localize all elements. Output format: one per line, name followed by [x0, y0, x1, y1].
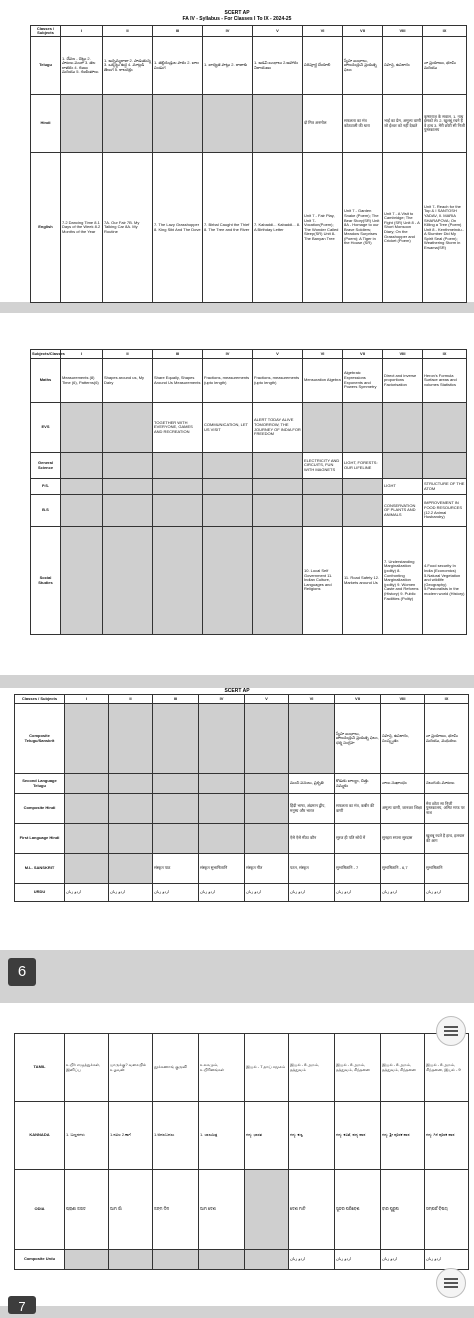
- subject-cell: Composite Telugu/Sanskrit: [15, 704, 65, 774]
- syllabus-cell: [245, 774, 289, 794]
- syllabus-cell: 1. తల్లిదండ్రుల పాఠం 2. బాల పండుగ: [153, 37, 203, 95]
- syllabus-cell: 7. Birbal Caught the Thief 8. The Tree and the River: [203, 153, 253, 303]
- syllabus-cell: [61, 495, 103, 527]
- syllabus-cell: ଆମ ଦେଶ: [199, 1170, 245, 1250]
- syllabus-cell: [303, 479, 343, 495]
- column-header: V: [245, 695, 289, 704]
- syllabus-cell: [109, 854, 153, 884]
- syllabus-cell: [203, 479, 253, 495]
- syllabus-cell: [423, 453, 467, 479]
- syllabus-cell: [153, 794, 199, 824]
- syllabus-cell: IMPROVEMENT IN FOOD RESOURCES (12.2 Animal Husbandry): [423, 495, 467, 527]
- column-header: IX: [425, 695, 469, 704]
- syllabus-cell: 7. The Lazy Grasshopper 8. King Sibi And The Dove: [153, 153, 203, 303]
- column-header: IV: [199, 695, 245, 704]
- subject-cell: B.S: [31, 495, 61, 527]
- syllabus-cell: CONSERVATION OF PLANTS AND ANIMALS: [383, 495, 423, 527]
- syllabus-cell: [343, 495, 383, 527]
- syllabus-cell: [109, 704, 153, 774]
- column-header: VI: [303, 26, 343, 37]
- syllabus-cell: [199, 794, 245, 824]
- syllabus-cell: இயல் - 8 அறம், தத்துவம்: [289, 1034, 335, 1102]
- menu-icon-line: [444, 1286, 458, 1288]
- syllabus-cell: [253, 527, 303, 635]
- syllabus-cell: [65, 1250, 109, 1270]
- table-row: [31, 479, 467, 495]
- syllabus-cell: [253, 495, 303, 527]
- syllabus-cell: सफलता का मंत्र, कबीर की वाणी: [335, 794, 381, 824]
- syllabus-table-3: [14, 694, 469, 902]
- syllabus-cell: ଜନ୍ମ ଦିନ: [153, 1170, 199, 1250]
- subject-cell: English: [31, 153, 61, 303]
- syllabus-cell: [61, 95, 103, 153]
- syllabus-cell: [103, 495, 153, 527]
- syllabus-cell: 7. Kabaddi... Kabaddi... 8. A Birthday Letter: [253, 153, 303, 303]
- syllabus-cell: [343, 479, 383, 495]
- syllabus-cell: [245, 1170, 289, 1250]
- syllabus-cell: [253, 479, 303, 495]
- syllabus-cell: ପ୍ରାଣୀ ଜଗତ: [65, 1170, 109, 1250]
- syllabus-cell: सुभाषितानि - 6,7: [381, 854, 425, 884]
- syllabus-cell: اردو زبان: [335, 1250, 381, 1270]
- syllabus-cell: 7A. Our Fair 7B. My Talking Car 8A. My Routine: [103, 153, 153, 303]
- syllabus-cell: సహన్త, ఉపకారం: [383, 37, 423, 95]
- column-header: I: [61, 26, 103, 37]
- table-row: [31, 37, 467, 95]
- syllabus-cell: [245, 1250, 289, 1270]
- column-header: IX: [423, 350, 467, 359]
- syllabus-cell: [103, 95, 153, 153]
- syllabus-cell: संस्कृत सुभाषितानि: [199, 854, 245, 884]
- syllabus-cell: [153, 824, 199, 854]
- syllabus-cell: ಗದ್ಯ: ಕವಿತೆ, ಪದ್ಯ ಪಾಠ: [335, 1102, 381, 1170]
- syllabus-cell: اردو زبان: [425, 1250, 469, 1270]
- syllabus-cell: LIGHT: [383, 479, 423, 495]
- syllabus-cell: [199, 704, 245, 774]
- syllabus-cell: [245, 704, 289, 774]
- syllabus-cell: మంచి పనులు, ప్రకృతి: [289, 774, 335, 794]
- syllabus-cell: اردو زبان: [381, 1250, 425, 1270]
- syllabus-cell: Heron's Formula Surface areas and volumes Statistics: [423, 359, 467, 403]
- syllabus-cell: [303, 495, 343, 527]
- syllabus-cell: [203, 453, 253, 479]
- syllabus-cell: [303, 403, 343, 453]
- syllabus-cell: ಗದ್ಯ: ಗಿಳಿ ಪೂರಕ ಪಾಠ: [425, 1102, 469, 1170]
- syllabus-cell: ବୀର ପୁରୁଷ: [381, 1170, 425, 1250]
- syllabus-cell: 11. Road Safety 12. Markets around Us: [343, 527, 383, 635]
- syllabus-cell: உலகமும், உயிரினங்கள்: [199, 1034, 245, 1102]
- subject-cell: P.S.: [31, 479, 61, 495]
- syllabus-cell: [109, 774, 153, 794]
- syllabus-cell: ಗದ್ಯ: ಕಣ್ವ: [289, 1102, 335, 1170]
- syllabus-cell: [109, 824, 153, 854]
- syllabus-cell: [103, 527, 153, 635]
- page-number-badge: 7: [8, 1296, 36, 1314]
- subject-cell: Composite Urdu: [15, 1250, 65, 1270]
- syllabus-cell: STRUCTURE OF THE ATOM: [423, 479, 467, 495]
- syllabus-cell: [109, 1250, 153, 1270]
- syllabus-cell: இயல் - 8 அறம், சிந்தனை, இயல் - 9: [425, 1034, 469, 1102]
- subject-cell: Telugu: [31, 37, 61, 95]
- syllabus-cell: స్నేహ బంధాలు, బాలచంద్రుని ప్రయత్న ఫలం: [343, 37, 383, 95]
- syllabus-cell: खुशबू रचते है हाथ, हलचल की आग: [425, 824, 469, 854]
- syllabus-page-1: [0, 0, 474, 302]
- column-header: IV: [203, 350, 253, 359]
- syllabus-cell: सुभाषितानि - 7: [335, 854, 381, 884]
- syllabus-cell: [199, 824, 245, 854]
- syllabus-cell: ALERT TODAY ALIVE TOMORROW, THE JOURNEY OF INDIA FOR FREEDOM: [253, 403, 303, 453]
- column-header: VII: [343, 26, 383, 37]
- syllabus-cell: இயல் - 8 அறம், தத்துவம், சிந்தனை: [381, 1034, 425, 1102]
- syllabus-cell: 1.ಅದಲಬದಲು: [153, 1102, 199, 1170]
- syllabus-cell: సహన్త, ఉపకారం, సంస్కృతం: [381, 704, 425, 774]
- syllabus-cell: ସୁନ୍ଦର ପରିବେଶ: [335, 1170, 381, 1250]
- syllabus-cell: யாருக்கு? வகையில் உழவன்: [109, 1034, 153, 1102]
- column-header: III: [153, 350, 203, 359]
- column-header: Classes / Subjects: [31, 26, 61, 37]
- syllabus-cell: اردو زبان: [289, 884, 335, 902]
- syllabus-cell: اردو زبان: [199, 884, 245, 902]
- syllabus-cell: 1. బాధ్యత పాట్లు 2. రాజాకు: [203, 37, 253, 95]
- column-header: VIII: [383, 350, 423, 359]
- syllabus-cell: [103, 403, 153, 453]
- syllabus-page-2: [0, 313, 474, 675]
- column-header: Subjects/Classes: [31, 350, 61, 359]
- syllabus-cell: 4.Food security In India (Economics) 5.Natural Vegetation and wildlife (Geography) 5.Pastoralists in the modern world (History): [423, 527, 467, 635]
- syllabus-cell: TOGETHER WITH EVERYONE, GAMES AND RECREATION: [153, 403, 203, 453]
- syllabus-cell: LIGHT, FORESTS: OUR LIFELINE: [343, 453, 383, 479]
- syllabus-cell: ಗದ್ಯ: ಶ್ರೀ ಪೂರಕ ಪಾಠ: [381, 1102, 425, 1170]
- syllabus-cell: [423, 403, 467, 453]
- subject-cell: KANNADA: [15, 1102, 65, 1170]
- table-row: [31, 359, 467, 403]
- syllabus-cell: Unit 7 - Garden Snake (Poem); The Bear Story(SR) Unit 8A - Homage to our Brave Soldiers; Meadow Surprises (Poem); A Tiger in the House (SR): [343, 153, 383, 303]
- syllabus-cell: 7.2 Dancing Time 8.1 Days of the Week 8.2 Months of the Year: [61, 153, 103, 303]
- syllabus-cell: [61, 479, 103, 495]
- syllabus-cell: ಗದ್ಯ: ಭಾರತ: [245, 1102, 289, 1170]
- column-header: IX: [423, 26, 467, 37]
- syllabus-cell: सुनहरा सपना सुरदास: [381, 824, 425, 854]
- syllabus-cell: 10. Local Self Government 11. Indian Culture, Languages and Religions: [303, 527, 343, 635]
- subject-cell: Social Studies: [31, 527, 61, 635]
- syllabus-cell: संस्कृत पाठ: [153, 854, 199, 884]
- syllabus-cell: [203, 527, 253, 635]
- syllabus-cell: [199, 1250, 245, 1270]
- syllabus-cell: నాలు సుఖాంధం: [381, 774, 425, 794]
- table-row: [31, 153, 467, 303]
- syllabus-cell: पठन, संस्कृत: [289, 854, 335, 884]
- syllabus-cell: [383, 403, 423, 453]
- syllabus-cell: இயல் - 8 அறம், தத்துவம், சிந்தனை: [335, 1034, 381, 1102]
- column-header: III: [153, 695, 199, 704]
- syllabus-cell: உயிர் எழுத்துக்கள், இனிப்பு: [65, 1034, 109, 1102]
- table-row: [15, 1250, 469, 1270]
- subject-cell: M.L. SANSKRIT: [15, 854, 65, 884]
- page-title: SCERT AP: [224, 688, 250, 694]
- syllabus-cell: COMMUNICATION, LET US VISIT: [203, 403, 253, 453]
- table-row: [31, 403, 467, 453]
- syllabus-cell: [245, 824, 289, 854]
- subject-cell: Maths: [31, 359, 61, 403]
- syllabus-cell: నా ప్రయాణం, భూమి మరియు: [423, 37, 467, 95]
- syllabus-cell: [109, 794, 153, 824]
- syllabus-page-3: [0, 688, 474, 950]
- table-row: [15, 854, 469, 884]
- syllabus-cell: [253, 95, 303, 153]
- syllabus-cell: Fractions, measurements (upto length): [203, 359, 253, 403]
- subject-cell: General Science: [31, 453, 61, 479]
- syllabus-cell: [153, 774, 199, 794]
- syllabus-cell: 1. చేపల - చెట్టు 2. పాటలు పంచా 3. తల రాతరం 4. గుణం మరియు 5. గుణింతాలు: [61, 37, 103, 95]
- column-header: III: [153, 26, 203, 37]
- column-header: I: [61, 350, 103, 359]
- syllabus-table-2: [30, 349, 467, 635]
- syllabus-cell: [65, 774, 109, 794]
- syllabus-cell: सुभाषितानि: [425, 854, 469, 884]
- syllabus-table-1: [30, 25, 467, 303]
- syllabus-cell: [245, 794, 289, 824]
- syllabus-cell: اردو زبان: [381, 884, 425, 902]
- syllabus-cell: [203, 495, 253, 527]
- page-title: SCERT AP: [224, 10, 250, 16]
- column-header: Classes / Subjects: [15, 695, 65, 704]
- syllabus-table-4: [14, 1033, 469, 1270]
- syllabus-cell: [153, 95, 203, 153]
- table-row: [15, 884, 469, 902]
- syllabus-cell: सूरज ही पति सोचें में: [335, 824, 381, 854]
- syllabus-cell: [199, 774, 245, 794]
- column-header: VIII: [383, 26, 423, 37]
- column-header: IV: [203, 26, 253, 37]
- syllabus-cell: اردو زبان: [289, 1250, 335, 1270]
- table-row: [31, 495, 467, 527]
- table-row: [31, 527, 467, 635]
- syllabus-cell: ऐसे ऐसे मीठा कौन: [289, 824, 335, 854]
- column-header: V: [253, 350, 303, 359]
- syllabus-cell: Measurements (8) Time (6), Patterns(6): [61, 359, 103, 403]
- subject-cell: Second Language Telugu: [15, 774, 65, 794]
- table-row: [15, 1034, 469, 1102]
- syllabus-cell: संस्कृत गीत: [245, 854, 289, 884]
- table-row: [31, 95, 467, 153]
- menu-icon: [444, 1026, 458, 1028]
- column-header: II: [103, 350, 153, 359]
- syllabus-cell: 1. అడవి బంధాలు 2.ఆహారం నిరాయణం: [253, 37, 303, 95]
- syllabus-cell: Share Equally, Shapes Around Us Measurements: [153, 359, 203, 403]
- menu-icon-line: [444, 1034, 458, 1036]
- menu-icon-line: [444, 1030, 458, 1032]
- syllabus-cell: اردو زبان: [109, 884, 153, 902]
- syllabus-cell: [103, 453, 153, 479]
- table-row: [31, 453, 467, 479]
- syllabus-cell: ଦେଶ ମାଟି: [289, 1170, 335, 1250]
- syllabus-cell: [65, 854, 109, 884]
- menu-button[interactable]: [436, 1016, 466, 1046]
- column-header: VIII: [381, 695, 425, 704]
- syllabus-cell: [153, 527, 203, 635]
- table-row: [15, 1170, 469, 1250]
- syllabus-cell: [65, 794, 109, 824]
- subject-cell: Composite Hindi: [15, 794, 65, 824]
- table-row: [15, 704, 469, 774]
- syllabus-cell: 1. ಬಣ್ಣದಗಳು: [65, 1102, 109, 1170]
- syllabus-cell: పరిపూర్ణ చేయాలి: [303, 37, 343, 95]
- syllabus-cell: Unit 7- Reach for the Top & I SANTOSH YADAV, II. MARIA SHARAPOVA; On Killing a Tree (Poem) Unit 8 - Kenthmeindu.. A Slumber Did My Spirit Seal (Poem); Weathering Storm in Ersama(SR): [423, 153, 467, 303]
- syllabus-cell: నా ప్రయాణం, భూమి మరియు, మధురలు: [425, 704, 469, 774]
- subject-cell: ODIA: [15, 1170, 65, 1250]
- syllabus-cell: मेरा छोटा सा निजी पुस्तकालय, अमिट माफ पर नाश: [425, 794, 469, 824]
- table-row: [15, 774, 469, 794]
- syllabus-cell: [153, 1250, 199, 1270]
- syllabus-cell: [61, 527, 103, 635]
- syllabus-cell: இயல் - 7 தாய் சமூகம்: [245, 1034, 289, 1102]
- syllabus-cell: నలుగురు మాటలు: [425, 774, 469, 794]
- column-header: II: [109, 695, 153, 704]
- menu-icon-line: [444, 1282, 458, 1284]
- syllabus-cell: कृष्णराज के सवाल, 1. नाथ इसको ले। 2. खुशबू रचने हैं वे हाथ 3. मेरी छोटी सी निजी पुस्तकालय: [423, 95, 467, 153]
- syllabus-cell: [103, 479, 153, 495]
- syllabus-cell: [383, 453, 423, 479]
- page-subtitle: FA IV - Syllabus - For Classes I To IX - 2024-25: [182, 16, 292, 22]
- syllabus-cell: Unit 7 - Fair Play, Unit 7- Vocation(Poem); The Wonder Called Sleep(SR) Unit 8- The Banyan Tree: [303, 153, 343, 303]
- syllabus-cell: Direct and inverse proportions Factorisation: [383, 359, 423, 403]
- syllabus-cell: सफलता का मंत्र कोठवाली की धारा: [343, 95, 383, 153]
- syllabus-cell: ELECTRICITY AND CIRCUITS, FUN WITH MAGNETS: [303, 453, 343, 479]
- syllabus-cell: اردو زبان: [245, 884, 289, 902]
- syllabus-cell: اردو زبان: [65, 884, 109, 902]
- table-row: [15, 794, 469, 824]
- syllabus-cell: Mensuration Algebra: [303, 359, 343, 403]
- syllabus-cell: [153, 704, 199, 774]
- syllabus-cell: اردو زبان: [153, 884, 199, 902]
- syllabus-cell: Unit 7 - A Visit to Cambridge; The Fight (SR) Unit 8 - A Short Monsoon Diary; On the Grasshopper and Cricket (Poem): [383, 153, 423, 303]
- syllabus-cell: [153, 495, 203, 527]
- subject-cell: Hindi: [31, 95, 61, 153]
- syllabus-cell: Algebraic Expressions Exponents and Powers Symmetry: [343, 359, 383, 403]
- syllabus-cell: ସମ୍ପର୍କ ବିଷୟ: [425, 1170, 469, 1250]
- syllabus-cell: اردو زبان: [425, 884, 469, 902]
- syllabus-cell: [61, 403, 103, 453]
- syllabus-cell: [289, 704, 335, 774]
- syllabus-page-4: [0, 1003, 474, 1306]
- menu-button[interactable]: [436, 1268, 466, 1298]
- syllabus-cell: 7. Understanding Marginalization (polity) 8. Confronting Marginalization (polity) 9. Women Caste and Reforms (History) 9. Public Facilities (Polity): [383, 527, 423, 635]
- syllabus-cell: [153, 479, 203, 495]
- syllabus-cell: Fractions, measurements (upto length): [253, 359, 303, 403]
- column-header: I: [65, 695, 109, 704]
- syllabus-cell: [61, 453, 103, 479]
- subject-cell: URDU: [15, 884, 65, 902]
- column-header: VI: [289, 695, 335, 704]
- syllabus-cell: [65, 824, 109, 854]
- column-header: VI: [303, 350, 343, 359]
- syllabus-cell: हिंदी भाषा, अंडमान द्वीप, मनुष्य और भारत: [289, 794, 335, 824]
- syllabus-cell: [203, 95, 253, 153]
- subject-cell: TAMIL: [15, 1034, 65, 1102]
- column-header: V: [253, 26, 303, 37]
- syllabus-cell: కొడుకు బాల్యం, చిత్తు నమ్మకం: [335, 774, 381, 794]
- syllabus-cell: [253, 453, 303, 479]
- syllabus-cell: [153, 453, 203, 479]
- subject-cell: EVS: [31, 403, 61, 453]
- page-number-badge: 6: [8, 958, 36, 986]
- syllabus-cell: Shapes around us, My Dairy: [103, 359, 153, 403]
- table-row: [15, 1102, 469, 1170]
- subject-cell: First Language Hindi: [15, 824, 65, 854]
- menu-icon: [444, 1278, 458, 1280]
- column-header: VII: [343, 350, 383, 359]
- syllabus-cell: 1. ಬಾಲಮಿತ್ರ: [199, 1102, 245, 1170]
- syllabus-cell: दो मित्र अनमोल: [303, 95, 343, 153]
- syllabus-cell: अमूल्य वाणी, जानकर शिक्षा: [381, 794, 425, 824]
- column-header: VII: [335, 695, 381, 704]
- syllabus-cell: [65, 704, 109, 774]
- syllabus-cell: தூக்கணாங் குருவி: [153, 1034, 199, 1102]
- syllabus-cell: اردو زبان: [335, 884, 381, 902]
- table-row: [15, 824, 469, 854]
- column-header: II: [103, 26, 153, 37]
- syllabus-cell: भाई का प्रेम, अमूल्य वाणी जो ईश्वर को नहीं देखते: [383, 95, 423, 153]
- syllabus-cell: స్నేహ బంధాలు, బాలచంద్రుని ప్రయత్న ఫలం, ధర్మ సంగ్రహ: [335, 704, 381, 774]
- syllabus-cell: ଆମ ଗାଁ: [109, 1170, 153, 1250]
- syllabus-cell: [343, 403, 383, 453]
- syllabus-cell: 1. అన్నమ్మ‌రాజు 2. పాడుతున్న 3. ఒక్కట్టు ఉద్ద 4. మాట్లడి తెలుగ 5. కాలచక్రం: [103, 37, 153, 95]
- syllabus-cell: 1.ನವಿಲ 2.ಕಾಗೆ: [109, 1102, 153, 1170]
